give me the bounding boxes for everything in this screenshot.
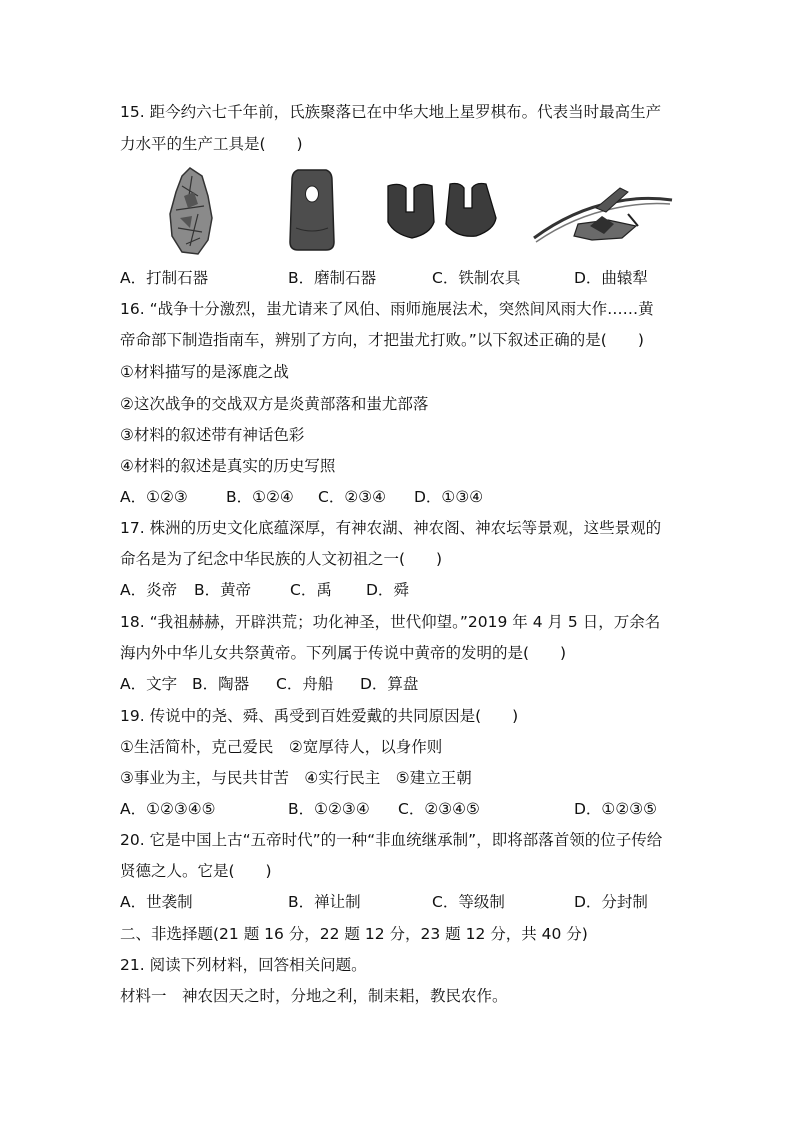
q17-option-d: D．舜 <box>366 581 409 599</box>
q19-statements-2: ③事业为主，与民共甘苦 ④实行民主 ⑤建立王朝 <box>120 769 472 787</box>
q19-option-c: C．②③④⑤ <box>398 800 480 818</box>
q17-stem-line1: 17. 株洲的历史文化底蕴深厚，有神农湖、神农阁、神农坛等景观，这些景观的 <box>120 519 662 537</box>
iron-farm-tools-image <box>384 182 500 244</box>
q21-material-1: 材料一 神农因天之时，分地之利，制耒耜，教民农作。 <box>120 987 508 1005</box>
q16-statement-3: ③材料的叙述带有神话色彩 <box>120 426 305 444</box>
q16-statement-4: ④材料的叙述是真实的历史写照 <box>120 457 336 475</box>
q16-option-b: B．①②④ <box>226 488 294 506</box>
q17-stem-line2: 命名是为了纪念中华民族的人文初祖之一( ) <box>120 550 443 568</box>
q16-stem-line1: 16. “战争十分激烈，蚩尤请来了风伯、雨师施展法术，突然间风雨大作……黄 <box>120 300 654 318</box>
q21-stem: 21. 阅读下列材料，回答相关问题。 <box>120 956 367 974</box>
q16-option-c: C．②③④ <box>318 488 387 506</box>
q18-option-c: C．舟船 <box>276 675 334 693</box>
q20-stem-line1: 20. 它是中国上古“五帝时代”的一种“非血统继承制”，即将部落首领的位子传给 <box>120 831 663 849</box>
section-2-heading: 二、非选择题(21 题 16 分，22 题 12 分，23 题 12 分，共 40 分) <box>120 925 588 943</box>
q15-option-d: D．曲辕犁 <box>574 269 648 287</box>
q18-option-b: B．陶器 <box>192 675 250 693</box>
q18-option-a: A．文字 <box>120 675 178 693</box>
q16-stem-line2: 帝命部下制造指南车，辨别了方向，才把蚩尤打败。”以下叙述正确的是( ) <box>120 331 644 349</box>
q16-statement-1: ①材料描写的是涿鹿之战 <box>120 363 289 381</box>
q19-option-a: A．①②③④⑤ <box>120 800 216 818</box>
chipped-stone-tool-image <box>168 166 214 256</box>
q17-option-a: A．炎帝 <box>120 581 178 599</box>
q18-stem-line2: 海内外中华儿女共祭黄帝。下列属于传说中黄帝的发明的是( ) <box>120 644 567 662</box>
q20-option-d: D．分封制 <box>574 893 648 911</box>
polished-stone-tool-image <box>288 168 336 252</box>
q20-stem-line2: 贤德之人。它是( ) <box>120 862 272 880</box>
curved-shaft-plow-image <box>532 186 674 248</box>
q15-stem-line1: 15. 距今约六七千年前，氏族聚落已在中华大地上星罗棋布。代表当时最高生产 <box>120 103 662 121</box>
q16-statement-2: ②这次战争的交战双方是炎黄部落和蚩尤部落 <box>120 395 429 413</box>
q20-option-b: B．禅让制 <box>288 893 361 911</box>
q19-option-b: B．①②③④ <box>288 800 370 818</box>
q19-stem: 19. 传说中的尧、舜、禹受到百姓爱戴的共同原因是( ) <box>120 707 519 725</box>
q16-option-a: A．①②③ <box>120 488 188 506</box>
q20-option-a: A．世袭制 <box>120 893 193 911</box>
q18-option-d: D．算盘 <box>360 675 419 693</box>
q17-option-b: B．黄帝 <box>194 581 252 599</box>
q19-statements-1: ①生活简朴，克己爱民 ②宽厚待人，以身作则 <box>120 738 443 756</box>
q15-option-b: B．磨制石器 <box>288 269 377 287</box>
q17-option-c: C．禹 <box>290 581 332 599</box>
q15-option-c: C．铁制农具 <box>432 269 521 287</box>
q18-stem-line1: 18. “我祖赫赫，开辟洪荒；功化神圣，世代仰望。”2019 年 4 月 5 日，万余名 <box>120 613 661 631</box>
q19-option-d: D．①②③⑤ <box>574 800 658 818</box>
q16-option-d: D．①③④ <box>414 488 484 506</box>
q20-option-c: C．等级制 <box>432 893 505 911</box>
q15-option-a: A．打制石器 <box>120 269 209 287</box>
q15-stem-line2: 力水平的生产工具是( ) <box>120 135 303 153</box>
